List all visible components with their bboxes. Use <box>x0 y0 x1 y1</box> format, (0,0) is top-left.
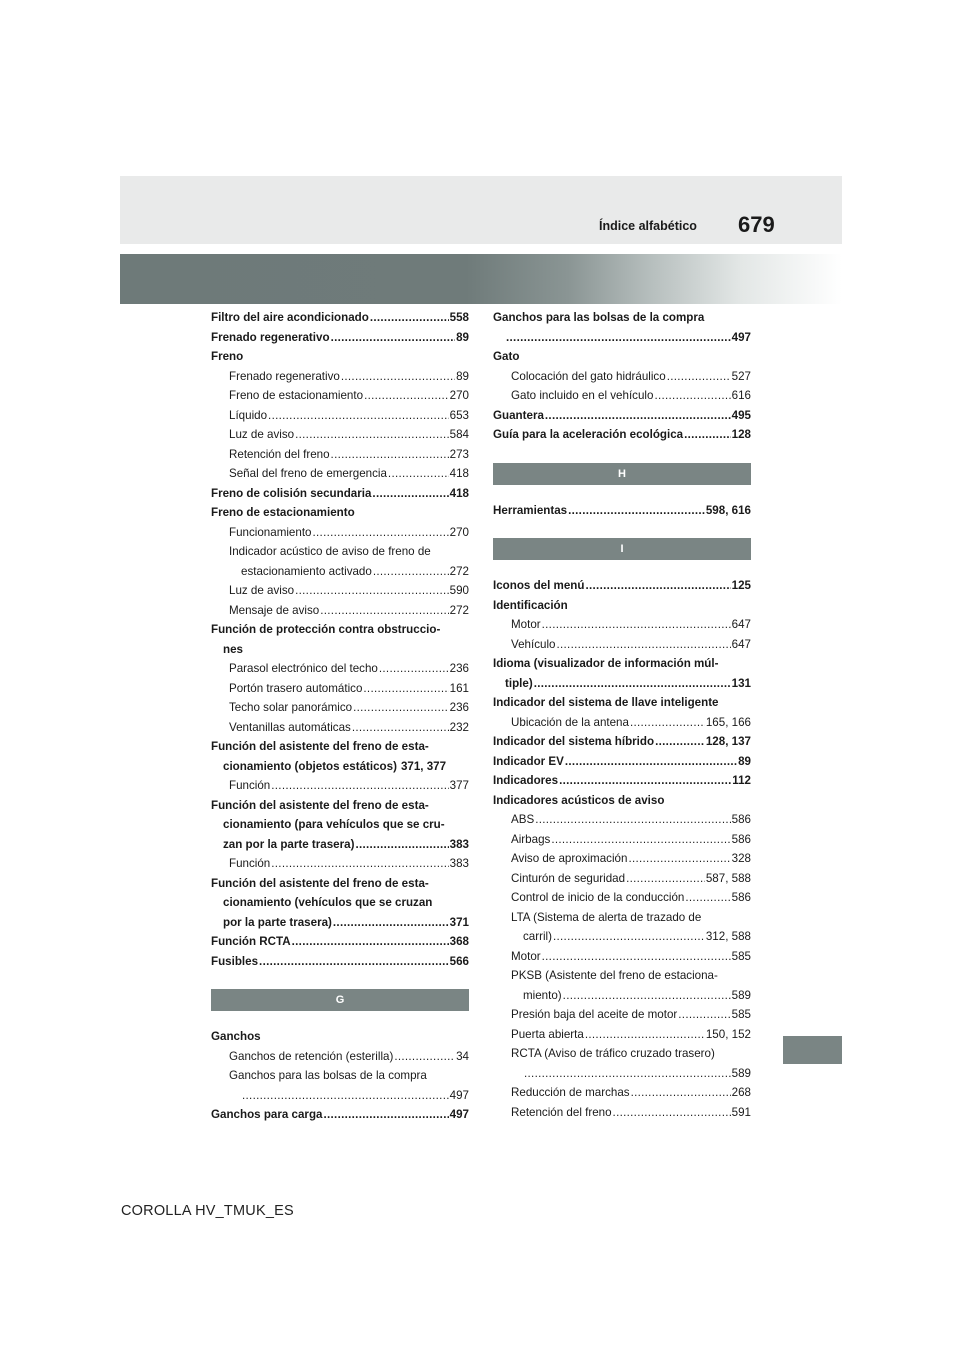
dot-leader <box>355 835 448 855</box>
index-entry-page: 236 <box>449 662 469 675</box>
dot-leader <box>379 659 449 679</box>
index-entry <box>493 674 751 694</box>
index-entry <box>211 308 469 328</box>
index-entry-page: 585 <box>731 1008 751 1021</box>
index-entry-page: 383 <box>449 857 469 870</box>
index-entry <box>493 576 751 596</box>
index-entry-term: Indicadores <box>493 774 559 787</box>
dot-leader <box>630 713 705 733</box>
index-entry <box>493 713 751 733</box>
index-entry <box>493 947 751 967</box>
index-entry-page: 616 <box>731 389 751 402</box>
dot-leader <box>553 927 705 947</box>
index-entry-term: Freno de estacionamiento <box>211 506 355 519</box>
dot-leader <box>565 752 737 772</box>
index-entry-page: 328 <box>731 852 751 865</box>
index-entry-term: Ganchos para las bolsas de la compra <box>229 1069 427 1082</box>
index-entry-page: 272 <box>449 564 469 578</box>
index-entry <box>211 464 469 484</box>
index-entry-page: 497 <box>731 330 751 344</box>
index-entry <box>211 445 469 465</box>
index-entry <box>211 328 469 348</box>
index-entry-term: Indicador del sistema de llave inteligente <box>493 696 719 709</box>
index-entry-page: 371 <box>449 915 469 929</box>
index-entry-page: 647 <box>731 618 751 631</box>
index-entry <box>493 732 751 752</box>
index-entry-term: tiple) <box>505 676 533 690</box>
dot-leader <box>556 635 730 655</box>
dot-leader <box>295 581 449 601</box>
index-entry-page: 377 <box>449 779 469 792</box>
index-entry-term: Iconos del menú <box>493 579 585 592</box>
index-entry-term: Función del asistente del freno de esta- <box>211 876 429 890</box>
index-entry-term: PKSB (Asistente del freno de estaciona- <box>511 969 718 982</box>
index-list <box>493 576 751 1122</box>
index-entry-page: 586 <box>731 813 751 826</box>
index-entry-page: 586 <box>731 891 751 904</box>
index-entry <box>211 835 469 855</box>
index-entry-term: Portón trasero automático <box>229 681 363 695</box>
index-entry <box>211 1066 469 1086</box>
index-entry-page: 125 <box>731 579 751 592</box>
index-entry-term: Frenado regenerativo <box>229 369 340 383</box>
dot-leader <box>542 615 731 635</box>
index-entry-term: Gato incluido en el vehículo <box>511 389 654 402</box>
dot-leader <box>685 888 730 908</box>
index-entry-page: 653 <box>449 408 469 422</box>
index-entry-term: estacionamiento activado <box>241 564 372 578</box>
index-entry-page: 527 <box>731 369 751 383</box>
index-entry-term: Función del asistente del freno de esta- <box>211 740 429 753</box>
dot-leader <box>292 932 449 952</box>
index-entry-term: Frenado regenerativo <box>211 330 330 344</box>
index-entry-page: 566 <box>449 954 469 968</box>
index-entry-page: 270 <box>449 525 469 539</box>
index-entry-term: ABS <box>511 813 535 826</box>
index-entry <box>493 386 751 406</box>
index-entry <box>493 771 751 791</box>
index-entry-page: 165, 166 <box>705 715 751 729</box>
index-entry <box>211 854 469 874</box>
index-entry <box>493 1025 751 1045</box>
index-entry-term: Colocación del gato hidráulico <box>511 369 666 383</box>
index-entry-term: por la parte trasera) <box>223 915 332 929</box>
dot-leader <box>534 674 731 694</box>
index-list <box>211 1027 469 1125</box>
index-entry-page: 273 <box>449 447 469 461</box>
dot-leader <box>341 367 455 387</box>
index-entry <box>211 425 469 445</box>
index-entry-term: nes <box>223 642 243 656</box>
index-entry <box>493 308 751 328</box>
index-entry <box>493 596 751 616</box>
index-entry <box>493 986 751 1006</box>
page-number: 679 <box>738 212 775 237</box>
dot-leader <box>613 1103 731 1123</box>
index-entry-term: Freno de estacionamiento <box>229 389 364 402</box>
index-list <box>493 308 751 445</box>
index-entry-term: Indicadores acústicos de aviso <box>493 793 665 807</box>
index-entry-term: Ganchos para carga <box>211 1108 323 1121</box>
index-entry-term: Puerta abierta <box>511 1027 584 1041</box>
section-title: Índice alfabético <box>599 219 697 233</box>
index-entry-term: Aviso de aproximación <box>511 852 628 865</box>
dot-leader <box>323 1105 448 1125</box>
index-entry <box>211 932 469 952</box>
index-entry <box>211 601 469 621</box>
index-entry-page: 128 <box>731 428 751 441</box>
dot-leader <box>585 1025 705 1045</box>
index-entry <box>493 425 751 445</box>
index-entry-term: Retención del freno <box>511 1105 612 1119</box>
index-entry <box>493 1064 751 1084</box>
dot-leader <box>313 523 449 543</box>
index-entry-term: Funcionamiento <box>229 525 312 539</box>
index-entry-term: miento) <box>523 988 562 1002</box>
index-entry-term: Ubicación de la antena <box>511 715 629 729</box>
index-entry-term: Ganchos para las bolsas de la compra <box>493 311 705 324</box>
index-entry <box>211 718 469 738</box>
index-entry <box>211 776 469 796</box>
index-entry <box>211 952 469 972</box>
dot-leader <box>506 328 731 348</box>
dot-leader <box>363 679 448 699</box>
index-entry-page: 150, 152 <box>705 1027 751 1041</box>
index-entry-page: 585 <box>731 949 751 963</box>
index-entry <box>211 406 469 426</box>
index-entry-term: Techo solar panorámico <box>229 701 353 714</box>
dot-leader <box>559 771 731 791</box>
index-entry-page: 128, 137 <box>705 735 751 748</box>
index-entry <box>211 1047 469 1067</box>
index-entry <box>211 698 469 718</box>
index-entry-term: Líquido <box>229 408 268 422</box>
index-column-right <box>493 308 751 1122</box>
dot-leader <box>370 308 449 328</box>
index-column-left <box>211 308 469 1125</box>
index-entry-page: 587, 588 <box>705 871 751 885</box>
index-entry-term: Función <box>229 857 271 870</box>
dot-leader <box>535 810 730 830</box>
dot-leader <box>352 718 449 738</box>
dot-leader <box>271 776 448 796</box>
index-entry <box>211 347 469 367</box>
dot-leader <box>388 464 449 484</box>
dot-leader <box>684 425 731 445</box>
index-entry-term: carril) <box>523 930 552 943</box>
index-entry-page: 647 <box>731 637 751 651</box>
index-entry <box>493 693 751 713</box>
dot-leader <box>268 406 449 426</box>
index-entry <box>493 654 751 674</box>
index-entry-term: Indicador del sistema híbrido <box>493 735 655 748</box>
index-entry-term: Motor <box>511 618 541 631</box>
index-entry-term: cionamiento (para vehículos que se cru- <box>223 818 445 831</box>
dot-leader <box>242 1086 449 1106</box>
index-entry-term: Presión baja del aceite de motor <box>511 1008 678 1021</box>
index-entry-page: 161 <box>449 681 469 695</box>
index-entry-term: Freno <box>211 350 244 363</box>
dot-leader <box>331 328 456 348</box>
index-entry-page: 89 <box>738 754 751 768</box>
dot-leader <box>631 1083 731 1103</box>
index-entry-term: Guantera <box>493 408 544 422</box>
index-entry-term: Control de inicio de la conducción <box>511 891 685 904</box>
header-band <box>120 176 842 244</box>
dot-leader <box>568 501 705 521</box>
index-entry-term: Luz de aviso <box>229 428 295 441</box>
index-entry <box>211 562 469 582</box>
index-entry-term: Función de protección contra obstruccio- <box>211 623 441 636</box>
dot-leader <box>295 425 449 445</box>
index-entry <box>211 737 469 757</box>
index-entry-term: Señal del freno de emergencia <box>229 467 387 480</box>
index-entry-term: zan por la parte trasera) <box>223 837 355 851</box>
index-entry-page: 268 <box>731 1086 751 1099</box>
index-entry-page: 89 <box>456 369 469 383</box>
index-entry <box>493 1005 751 1025</box>
dot-leader <box>545 406 731 426</box>
dot-leader <box>585 576 730 596</box>
section-side-tab <box>783 1036 842 1064</box>
index-entry-page: 495 <box>731 408 751 422</box>
letter-divider-i: I <box>493 538 751 560</box>
dot-leader <box>551 830 730 850</box>
index-entry <box>211 367 469 387</box>
dot-leader <box>271 854 448 874</box>
index-entry-term: Parasol electrónico del techo <box>229 662 378 675</box>
index-entry-page: 131 <box>731 676 751 690</box>
index-list <box>493 501 751 521</box>
index-entry <box>211 640 469 660</box>
index-entry-page: 418 <box>449 486 469 500</box>
index-entry-term: Ventanillas automáticas <box>229 720 351 734</box>
index-entry <box>493 367 751 387</box>
dot-leader <box>628 849 730 869</box>
dot-leader <box>563 986 731 1006</box>
index-entry-page: 34 <box>456 1049 469 1063</box>
index-entry-term: Cinturón de seguridad <box>511 871 626 885</box>
index-entry-term: Freno de colisión secundaria <box>211 486 372 500</box>
index-entry-page: 270 <box>449 389 469 402</box>
index-entry <box>211 874 469 894</box>
index-entry <box>211 620 469 640</box>
index-entry-term: Reducción de marchas <box>511 1086 630 1099</box>
index-entry-term: Gato <box>493 350 520 363</box>
index-entry <box>211 815 469 835</box>
index-entry-page: 232 <box>449 720 469 734</box>
index-entry-page: 589 <box>731 988 751 1002</box>
dot-leader <box>259 952 449 972</box>
index-entry <box>211 659 469 679</box>
index-entry-term: Función del asistente del freno de esta- <box>211 798 429 812</box>
index-entry-page: 589 <box>731 1066 751 1080</box>
index-entry-term: LTA (Sistema de alerta de trazado de <box>511 910 702 924</box>
index-entry-page: 497 <box>449 1108 469 1121</box>
dot-leader <box>331 445 449 465</box>
letter-divider-h: H <box>493 463 751 485</box>
index-entry <box>493 1083 751 1103</box>
index-entry-term: Identificación <box>493 598 568 612</box>
index-entry <box>211 1086 469 1106</box>
letter-divider-g: G <box>211 989 469 1011</box>
index-entry-term: Función <box>229 779 271 792</box>
index-entry-term: Retención del freno <box>229 447 330 461</box>
index-entry <box>493 501 751 521</box>
index-entry-term: Vehículo <box>511 637 556 651</box>
dot-leader <box>333 913 449 933</box>
index-entry <box>493 406 751 426</box>
index-entry <box>211 523 469 543</box>
dot-leader <box>626 869 705 889</box>
index-entry-page: 497 <box>449 1088 469 1102</box>
index-list <box>211 308 469 971</box>
index-entry <box>493 830 751 850</box>
index-entry-term: cionamiento (objetos estáticos) <box>223 759 397 773</box>
index-entry-page: 586 <box>731 832 751 846</box>
index-entry <box>211 503 469 523</box>
index-entry-page: 383 <box>449 837 469 851</box>
index-entry <box>493 966 751 986</box>
index-entry <box>211 757 469 777</box>
dot-leader <box>364 386 449 406</box>
index-entry-term: Luz de aviso <box>229 584 295 597</box>
index-entry-term: Guía para la aceleración ecológica <box>493 428 684 441</box>
index-entry-page: 236 <box>449 701 469 714</box>
index-entry <box>211 893 469 913</box>
index-entry <box>493 347 751 367</box>
index-entry-term: Herramientas <box>493 503 568 517</box>
index-entry-term: RCTA (Aviso de tráfico cruzado trasero) <box>511 1047 715 1060</box>
index-entry-term: Ganchos de retención (esterilla) <box>229 1049 394 1063</box>
index-entry-term: cionamiento (vehículos que se cruzan <box>223 896 433 909</box>
dot-leader <box>654 386 730 406</box>
index-entry-page: 598, 616 <box>705 503 751 517</box>
index-entry-term: Motor <box>511 949 541 963</box>
index-entry <box>493 791 751 811</box>
dot-leader <box>320 601 448 621</box>
dot-leader <box>667 367 731 387</box>
index-entry <box>211 679 469 699</box>
index-entry <box>493 635 751 655</box>
index-entry <box>493 849 751 869</box>
index-entry <box>211 386 469 406</box>
header-gradient-bar <box>120 254 842 304</box>
index-entry <box>493 752 751 772</box>
index-entry-page: 312, 588 <box>705 930 751 943</box>
index-entry <box>211 913 469 933</box>
dot-leader <box>373 562 449 582</box>
dot-leader <box>353 698 449 718</box>
index-entry <box>211 1027 469 1047</box>
index-entry-page: 371, 377 <box>400 759 447 773</box>
index-entry <box>211 1105 469 1125</box>
index-entry-term: Mensaje de aviso <box>229 603 320 617</box>
index-entry-page: 89 <box>456 330 469 344</box>
index-entry <box>211 581 469 601</box>
index-entry-page: 418 <box>449 467 469 480</box>
index-entry <box>493 1044 751 1064</box>
index-entry <box>493 328 751 348</box>
index-entry-page: 584 <box>449 428 469 441</box>
dot-leader <box>394 1047 455 1067</box>
index-entry-page: 272 <box>449 603 469 617</box>
index-entry-page: 112 <box>732 774 751 787</box>
index-entry-term: Idioma (visualizador de información múl- <box>493 657 719 670</box>
index-entry <box>211 484 469 504</box>
index-entry <box>493 888 751 908</box>
index-entry <box>211 796 469 816</box>
index-entry-term: Función RCTA <box>211 935 291 948</box>
index-entry-page: 590 <box>449 584 469 597</box>
dot-leader <box>678 1005 730 1025</box>
index-entry <box>493 615 751 635</box>
index-entry-page: 368 <box>449 935 469 948</box>
index-entry-page: 558 <box>449 311 469 324</box>
dot-leader <box>524 1064 731 1084</box>
index-entry <box>493 1103 751 1123</box>
index-entry-term: Ganchos <box>211 1030 261 1043</box>
index-entry <box>493 810 751 830</box>
index-entry-term: Filtro del aire acondicionado <box>211 311 369 324</box>
index-entry-term: Indicador acústico de aviso de freno de <box>229 545 431 558</box>
index-entry <box>493 869 751 889</box>
dot-leader <box>655 732 705 752</box>
index-entry-term: Fusibles <box>211 954 259 968</box>
dot-leader <box>372 484 448 504</box>
footer-model-code: COROLLA HV_TMUK_ES <box>121 1203 294 1219</box>
index-entry-page: 591 <box>731 1105 751 1119</box>
index-entry <box>211 542 469 562</box>
index-entry <box>493 908 751 928</box>
index-entry-term: Airbags <box>511 832 551 846</box>
index-entry-term: Indicador EV <box>493 754 564 768</box>
index-entry <box>493 927 751 947</box>
dot-leader <box>542 947 731 967</box>
